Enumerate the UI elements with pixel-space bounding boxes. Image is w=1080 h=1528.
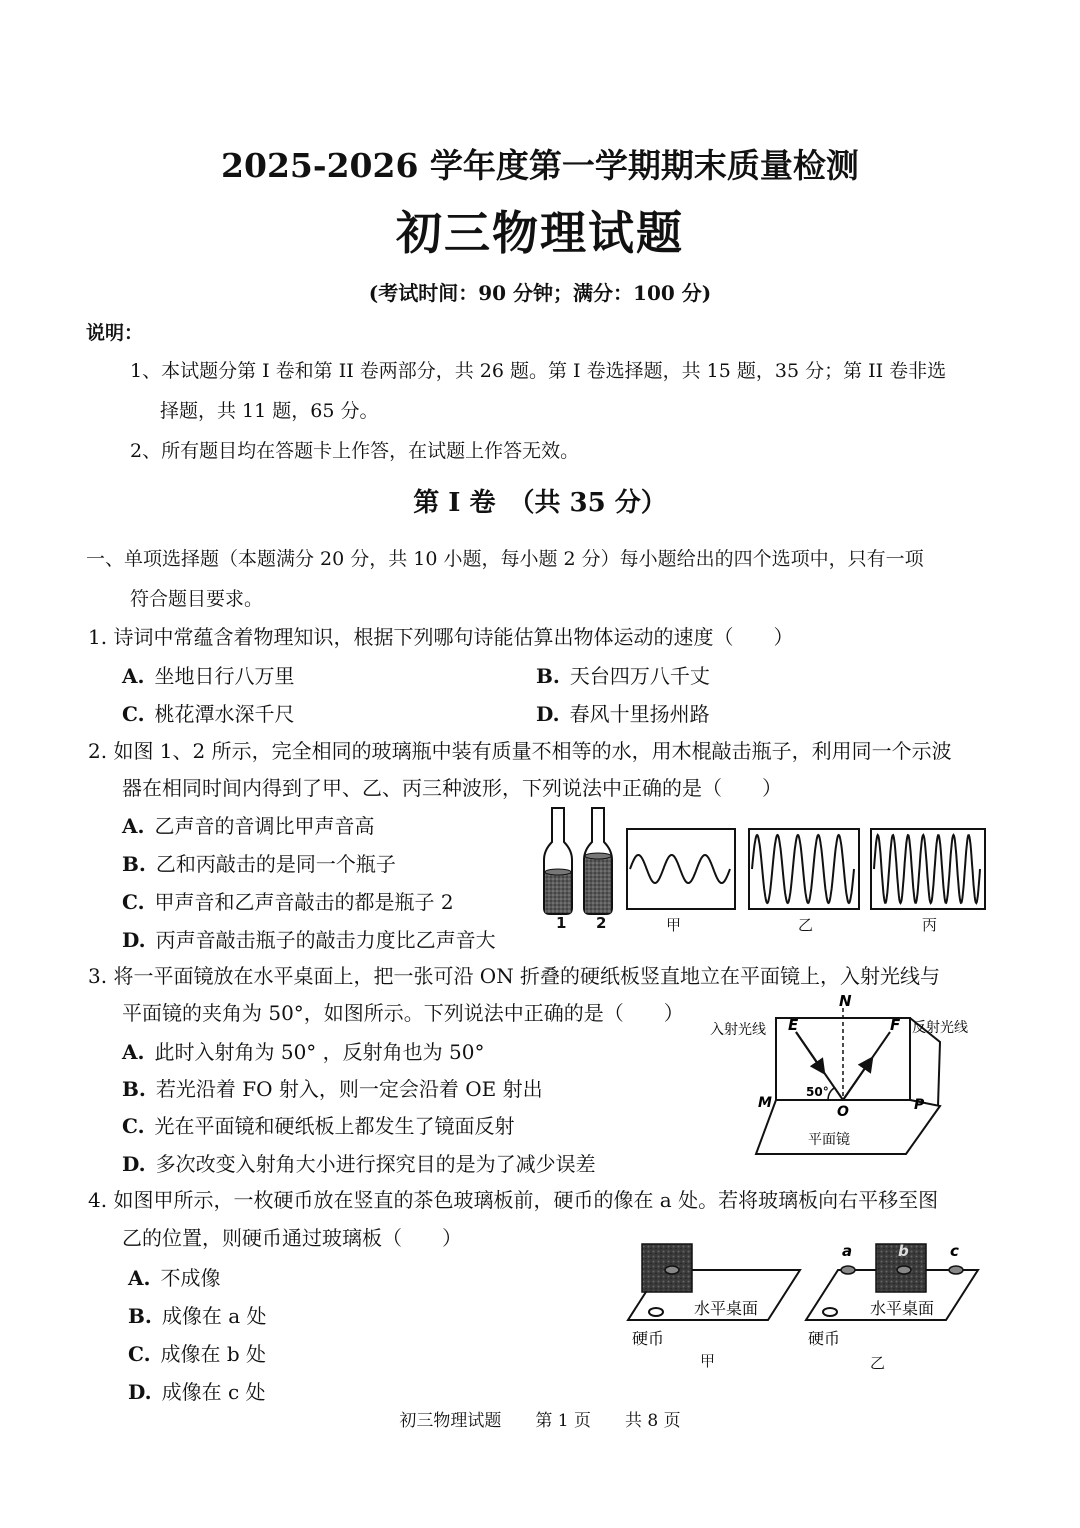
q1-option-d-letter: D. [536,702,560,726]
q4-option-b-letter: B. [128,1304,152,1328]
notes-item2: 2、所有题目均在答题卡上作答，在试题上作答无效。 [130,440,580,462]
q3-option-a-text: 此时入射角为 50° ，反射角也为 50° [154,1040,485,1064]
q3-option-c-text: 光在平面镜和硬纸板上都发生了镜面反射 [154,1114,515,1138]
q1-option-a-text: 坐地日行八万里 [154,664,295,688]
q3-option-c-letter: C. [122,1114,145,1138]
part1-heading-line2: 符合题目要求。 [130,588,264,610]
coin-label-jia: 硬币 [632,1329,665,1348]
label-e: E [788,1016,799,1034]
q4-option-a-letter: A. [128,1266,151,1290]
q2-option-c [122,886,454,915]
q2-option-b-letter: B. [122,852,146,876]
waveform-yi-label: 乙 [798,916,814,934]
q4-stem-line1: 4. 如图甲所示，一枚硬币放在竖直的茶色玻璃板前，硬币的像在 a 处。若将玻璃板向右平移至图 [88,1188,939,1212]
waveform-yi [748,828,860,910]
notes-item1-line1: 1、本试题分第 I 卷和第 II 卷两部分，共 26 题。第 I 卷选择题，共 15 题，35 分；第 II 卷非选 [130,360,947,382]
q2-option-d-text: 丙声音敲击瓶子的敲击力度比乙声音大 [155,928,496,952]
exam-title-line2: 初三物理试题 [396,206,684,260]
exam-subtitle: (考试时间：90 分钟；满分：100 分) [368,281,712,305]
bottle-2 [584,808,612,914]
q2-option-a-letter: A. [122,814,145,838]
notes-label: 说明： [86,322,144,344]
q3-option-b-text: 若光沿着 FO 射入，则一定会沿着 OE 射出 [155,1077,543,1101]
q1-option-a [122,660,294,689]
q1-stem: 1. 诗词中常蕴含着物理知识，根据下列哪句诗能估算出物体运动的速度（ ） [88,625,794,649]
table-label-yi: 水平桌面 [870,1299,935,1318]
table-label-jia: 水平桌面 [694,1299,759,1318]
q2-option-c-text: 甲声音和乙声音敲击的都是瓶子 2 [154,890,454,914]
q2-option-d-letter: D. [122,928,146,952]
q2-option-b-text: 乙和丙敲击的是同一个瓶子 [155,852,396,876]
label-f: F [890,1016,901,1034]
q2-option-a-text: 乙声音的音调比甲声音高 [154,814,375,838]
q4-stem-line2: 乙的位置，则硬币通过玻璃板（ ） [122,1226,462,1250]
q4-option-a-text: 不成像 [160,1266,221,1290]
q3-option-b-letter: B. [122,1077,146,1101]
incident-ray-label: 入射光线 [710,1022,766,1038]
angle-label: 50° [806,1085,829,1099]
position-b-marker [897,1266,911,1274]
q4-figure-yi [800,1240,982,1350]
q2-bottles-figure [538,800,620,940]
q2-stem-line2: 器在相同时间内得到了甲、乙、丙三种波形，下列说法中正确的是（ ） [122,776,782,800]
mirror-label: 平面镜 [808,1132,850,1148]
q4-option-a [128,1262,220,1291]
q4-option-d-text: 成像在 c 处 [161,1380,266,1404]
q1-option-d-text: 春风十里扬州路 [569,702,710,726]
q2-stem-line1: 2. 如图 1、2 所示，完全相同的玻璃瓶中装有质量不相等的水，用木棍敲击瓶子，利用同一个示波 [88,739,952,763]
q3-option-a [122,1036,484,1065]
q2-option-c-letter: C. [122,890,145,914]
q2-option-d [122,924,496,953]
q1-option-b [536,660,710,689]
reflected-ray-label: 反射光线 [912,1020,968,1036]
q4-option-c-text: 成像在 b 处 [160,1342,267,1366]
q1-option-c-text: 桃花潭水深千尺 [154,702,295,726]
label-p: P [914,1097,925,1113]
q1-option-b-text: 天台四万八千丈 [569,664,710,688]
q3-option-d [122,1148,596,1177]
q4-option-b-text: 成像在 a 处 [161,1304,267,1328]
bottle-1-label: 1 [556,914,567,932]
label-o: O [837,1104,849,1120]
section-title: 第 I 卷 （共 35 分） [413,488,667,518]
label-n: N [839,994,852,1010]
label-c: c [950,1242,959,1260]
q1-option-d [536,698,710,727]
q1-option-c-letter: C. [122,702,145,726]
q3-stem-line2: 平面镜的夹角为 50°，如图所示。下列说法中正确的是（ ） [122,1001,684,1025]
q4-option-d-letter: D. [128,1380,152,1404]
position-c-marker [949,1266,963,1274]
q3-option-c [122,1110,515,1139]
q2-option-a [122,810,374,839]
q4-option-d [128,1376,266,1405]
figure-jia-label: 甲 [700,1352,716,1370]
waveform-jia-label: 甲 [666,916,682,934]
label-m: M [758,1095,772,1111]
q1-option-b-letter: B. [536,664,560,688]
waveform-jia [626,828,736,910]
q3-stem-line1: 3. 将一平面镜放在水平桌面上，把一张可沿 ON 折叠的硬纸板竖直地立在平面镜上，入射光线与 [88,964,941,988]
q4-option-c-letter: C. [128,1342,151,1366]
coin-yi [823,1308,837,1316]
q3-option-a-letter: A. [122,1040,145,1064]
page-footer: 初三物理试题 第 1 页 共 8 页 [399,1411,681,1431]
coin-label-yi: 硬币 [808,1329,841,1348]
q1-option-c [122,698,295,727]
q4-option-c [128,1338,266,1367]
notes-item1-line2: 择题，共 11 题，65 分。 [160,400,379,422]
bottle-1 [544,808,572,914]
coin-jia [649,1308,663,1316]
q3-reflection-figure [700,994,990,1164]
q3-option-d-text: 多次改变入射角大小进行探究目的是为了减少误差 [155,1152,596,1176]
q2-option-b [122,848,396,877]
figure-yi-label: 乙 [870,1354,886,1372]
label-a: a [842,1242,853,1260]
exam-title-line1: 2025-2026 学年度第一学期期末质量检测 [221,146,859,185]
waveform-bing-label: 丙 [922,916,938,934]
waveform-bing [870,828,986,910]
q3-option-b [122,1073,543,1102]
q4-figure-jia [622,1240,804,1350]
label-b: b [898,1242,909,1260]
q4-option-b [128,1300,267,1329]
position-a-marker [841,1266,855,1274]
q3-option-d-letter: D. [122,1152,146,1176]
coin-image-jia [665,1266,679,1274]
part1-heading-line1: 一、单项选择题（本题满分 20 分，共 10 小题，每小题 2 分）每小题给出的四个选项中，只有一项 [86,548,924,570]
bottle-2-label: 2 [596,914,607,932]
q1-option-a-letter: A. [122,664,145,688]
